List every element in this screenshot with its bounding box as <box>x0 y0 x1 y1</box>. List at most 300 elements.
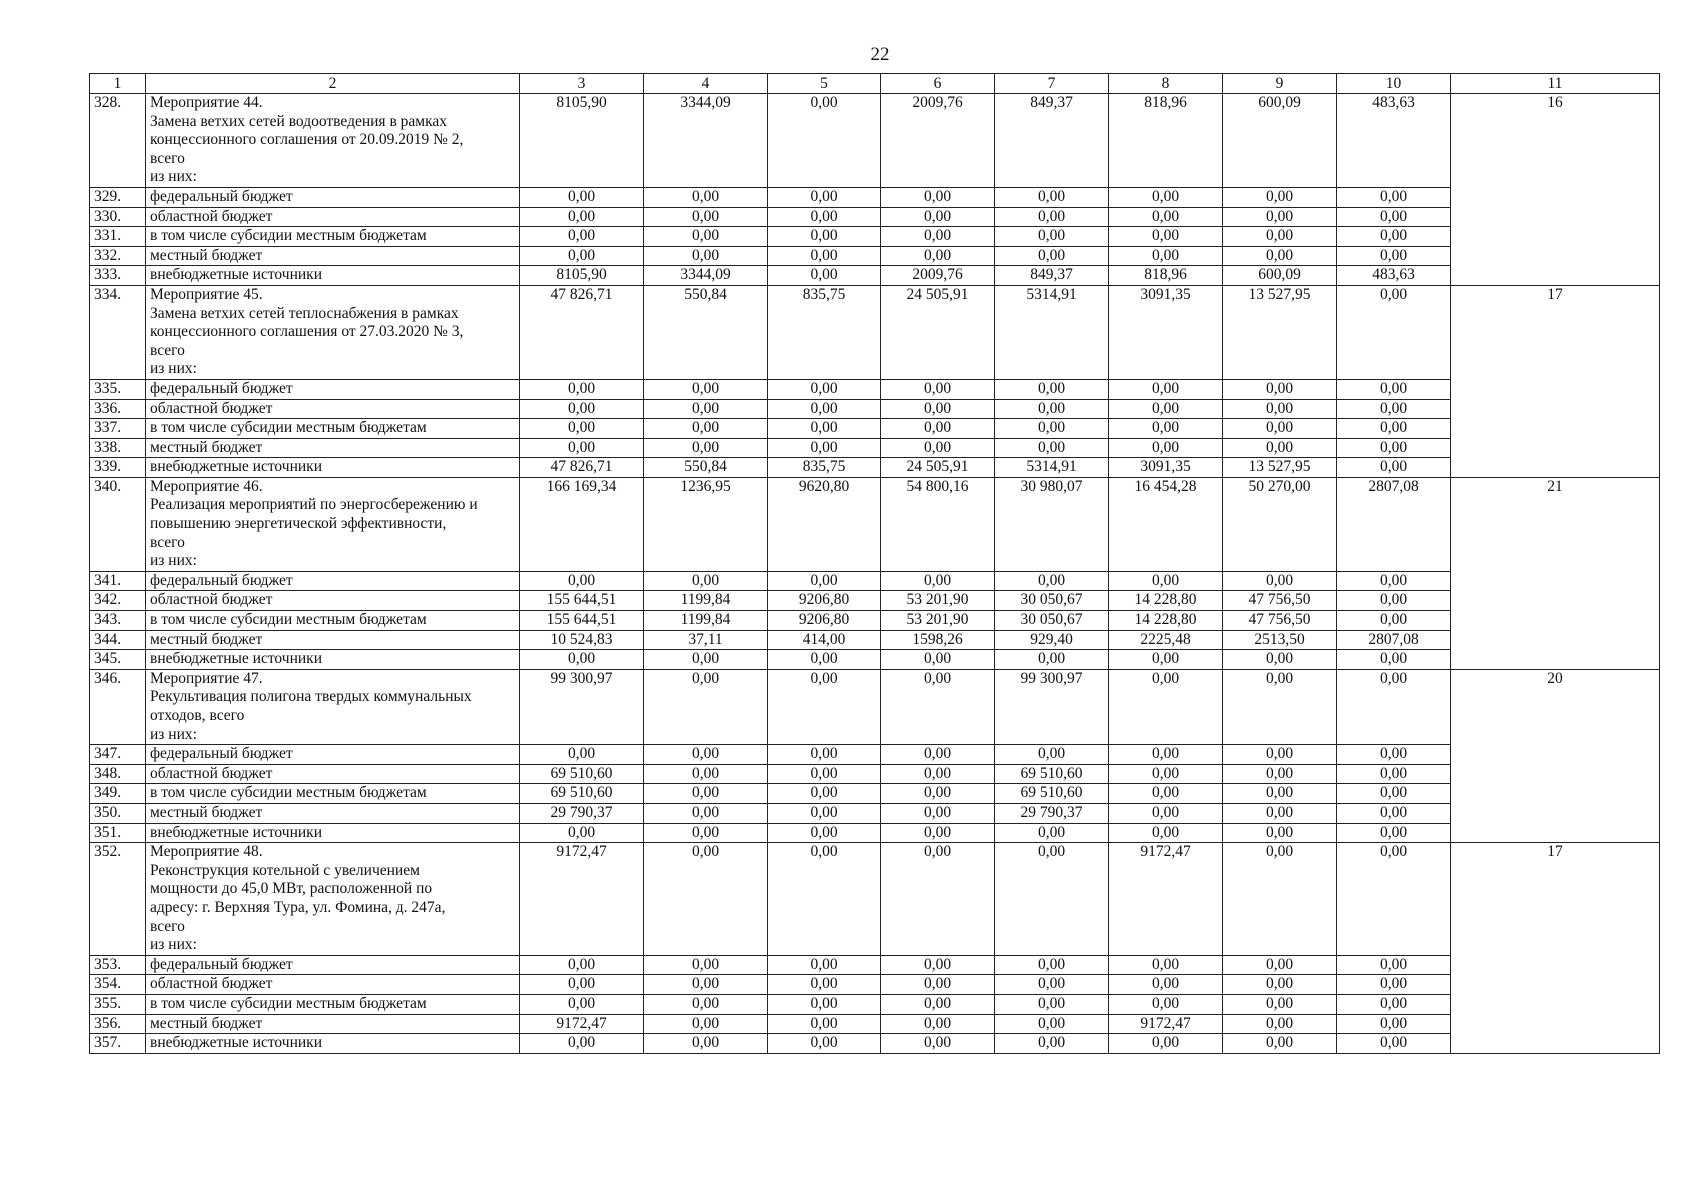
value-cell: 0,00 <box>520 419 644 439</box>
funding-source-row <box>90 611 1660 631</box>
value-cell: 0,00 <box>1109 187 1223 207</box>
value-cell: 24 505,91 <box>881 458 995 478</box>
measure-description-line: из них: <box>150 936 197 954</box>
value-cell: 47 826,71 <box>520 285 644 379</box>
value-cell: 0,00 <box>1337 207 1451 227</box>
row-number: 339. <box>90 458 146 478</box>
row-number: 347. <box>90 745 146 765</box>
value-cell: 0,00 <box>768 438 881 458</box>
target-indicator-cell: 17 <box>1451 843 1660 1054</box>
value-cell: 0,00 <box>995 227 1109 247</box>
measure-description-line: Мероприятие 47. <box>150 669 263 687</box>
value-cell: 3344,09 <box>644 266 768 286</box>
value-cell: 0,00 <box>881 955 995 975</box>
value-cell: 0,00 <box>881 379 995 399</box>
value-cell: 3091,35 <box>1109 458 1223 478</box>
funding-source-label: областной бюджет <box>146 591 520 611</box>
row-number: 334. <box>90 285 146 379</box>
funding-source-row <box>90 379 1660 399</box>
value-cell: 155 644,51 <box>520 611 644 631</box>
value-cell: 0,00 <box>1109 994 1223 1014</box>
value-cell: 0,00 <box>644 764 768 784</box>
value-cell: 5314,91 <box>995 458 1109 478</box>
funding-source-label: местный бюджет <box>146 246 520 266</box>
value-cell: 0,00 <box>1223 1034 1337 1054</box>
value-cell: 2009,76 <box>881 94 995 188</box>
value-cell: 3091,35 <box>1109 285 1223 379</box>
value-cell: 0,00 <box>1109 399 1223 419</box>
value-cell: 0,00 <box>644 650 768 670</box>
value-cell: 0,00 <box>1337 227 1451 247</box>
measure-description-line: всего <box>150 917 185 935</box>
value-cell: 30 050,67 <box>995 591 1109 611</box>
value-cell: 0,00 <box>1223 571 1337 591</box>
value-cell: 47 826,71 <box>520 458 644 478</box>
value-cell: 0,00 <box>1223 994 1337 1014</box>
value-cell: 0,00 <box>995 975 1109 995</box>
measure-description-line: Рекультивация полигона твердых коммунальных <box>150 688 472 706</box>
value-cell: 0,00 <box>995 438 1109 458</box>
row-number: 342. <box>90 591 146 611</box>
value-cell: 600,09 <box>1223 94 1337 188</box>
value-cell: 29 790,37 <box>995 803 1109 823</box>
value-cell: 0,00 <box>768 246 881 266</box>
funding-source-row <box>90 266 1660 286</box>
value-cell: 69 510,60 <box>995 784 1109 804</box>
value-cell: 0,00 <box>881 994 995 1014</box>
value-cell: 0,00 <box>644 803 768 823</box>
measure-description-line: всего <box>150 341 185 359</box>
value-cell: 0,00 <box>768 784 881 804</box>
value-cell: 0,00 <box>1109 571 1223 591</box>
funding-source-label: областной бюджет <box>146 207 520 227</box>
value-cell: 0,00 <box>644 745 768 765</box>
funding-source-row <box>90 650 1660 670</box>
row-number: 331. <box>90 227 146 247</box>
value-cell: 2009,76 <box>881 266 995 286</box>
value-cell: 483,63 <box>1337 94 1451 188</box>
value-cell: 2225,48 <box>1109 630 1223 650</box>
value-cell: 1199,84 <box>644 591 768 611</box>
value-cell: 0,00 <box>1109 803 1223 823</box>
value-cell: 0,00 <box>1337 611 1451 631</box>
measure-description <box>146 843 520 956</box>
value-cell: 0,00 <box>644 1014 768 1034</box>
row-number: 337. <box>90 419 146 439</box>
value-cell: 14 228,80 <box>1109 591 1223 611</box>
value-cell: 0,00 <box>520 399 644 419</box>
value-cell: 9620,80 <box>768 477 881 571</box>
value-cell: 0,00 <box>881 571 995 591</box>
value-cell: 0,00 <box>995 843 1109 956</box>
value-cell: 0,00 <box>768 379 881 399</box>
measure-description <box>146 669 520 744</box>
row-number: 343. <box>90 611 146 631</box>
value-cell: 0,00 <box>1223 399 1337 419</box>
value-cell: 10 524,83 <box>520 630 644 650</box>
value-cell: 9206,80 <box>768 591 881 611</box>
value-cell: 0,00 <box>768 1034 881 1054</box>
value-cell: 0,00 <box>520 227 644 247</box>
value-cell: 0,00 <box>1337 187 1451 207</box>
value-cell: 0,00 <box>881 745 995 765</box>
funding-source-row <box>90 207 1660 227</box>
value-cell: 0,00 <box>1223 650 1337 670</box>
funding-source-label: внебюджетные источники <box>146 1034 520 1054</box>
value-cell: 0,00 <box>768 1014 881 1034</box>
funding-source-label: областной бюджет <box>146 764 520 784</box>
value-cell: 0,00 <box>644 379 768 399</box>
measure-description-line: Мероприятие 46. <box>150 477 263 495</box>
value-cell: 30 980,07 <box>995 477 1109 571</box>
row-number: 336. <box>90 399 146 419</box>
funding-source-label: местный бюджет <box>146 803 520 823</box>
measure-description-line: мощности до 45,0 МВт, расположенной по <box>150 880 433 898</box>
value-cell: 166 169,34 <box>520 477 644 571</box>
funding-source-row <box>90 458 1660 478</box>
funding-source-row <box>90 227 1660 247</box>
funding-source-row <box>90 823 1660 843</box>
funding-source-row <box>90 1034 1660 1054</box>
value-cell: 0,00 <box>1337 1014 1451 1034</box>
value-cell: 0,00 <box>1223 187 1337 207</box>
funding-source-row <box>90 419 1660 439</box>
value-cell: 0,00 <box>995 955 1109 975</box>
funding-source-label: в том числе субсидии местным бюджетам <box>146 994 520 1014</box>
value-cell: 99 300,97 <box>520 669 644 744</box>
value-cell: 9172,47 <box>520 843 644 956</box>
value-cell: 0,00 <box>1337 843 1451 956</box>
value-cell: 53 201,90 <box>881 591 995 611</box>
row-number: 348. <box>90 764 146 784</box>
value-cell: 0,00 <box>881 803 995 823</box>
value-cell: 0,00 <box>1223 246 1337 266</box>
value-cell: 0,00 <box>1109 955 1223 975</box>
measure-description <box>146 94 520 188</box>
value-cell: 0,00 <box>1109 246 1223 266</box>
value-cell: 0,00 <box>1337 955 1451 975</box>
value-cell: 600,09 <box>1223 266 1337 286</box>
funding-source-label: внебюджетные источники <box>146 650 520 670</box>
value-cell: 9206,80 <box>768 611 881 631</box>
funding-source-row <box>90 571 1660 591</box>
value-cell: 0,00 <box>644 975 768 995</box>
page-number: 22 <box>870 44 890 65</box>
value-cell: 0,00 <box>520 246 644 266</box>
measure-description-line: из них: <box>150 552 197 570</box>
value-cell: 0,00 <box>520 975 644 995</box>
value-cell: 0,00 <box>1337 994 1451 1014</box>
value-cell: 0,00 <box>1109 669 1223 744</box>
target-indicator-cell: 17 <box>1451 285 1660 477</box>
header-cell: 1 <box>90 74 146 94</box>
value-cell: 99 300,97 <box>995 669 1109 744</box>
row-number: 338. <box>90 438 146 458</box>
funding-source-label: федеральный бюджет <box>146 745 520 765</box>
value-cell: 0,00 <box>881 823 995 843</box>
table-body <box>90 74 1660 1054</box>
value-cell: 0,00 <box>995 1014 1109 1034</box>
value-cell: 8105,90 <box>520 94 644 188</box>
value-cell: 0,00 <box>1109 745 1223 765</box>
value-cell: 0,00 <box>520 438 644 458</box>
value-cell: 1199,84 <box>644 611 768 631</box>
funding-source-row <box>90 784 1660 804</box>
value-cell: 0,00 <box>644 843 768 956</box>
measure-description-line: концессионного соглашения от 27.03.2020 № 3, <box>150 323 464 341</box>
value-cell: 0,00 <box>881 399 995 419</box>
value-cell: 5314,91 <box>995 285 1109 379</box>
measure-description-line: повышению энергетической эффективности, <box>150 515 447 533</box>
value-cell: 550,84 <box>644 285 768 379</box>
value-cell: 53 201,90 <box>881 611 995 631</box>
value-cell: 0,00 <box>995 246 1109 266</box>
value-cell: 0,00 <box>1337 458 1451 478</box>
header-cell: 9 <box>1223 74 1337 94</box>
target-indicator-cell: 16 <box>1451 94 1660 286</box>
row-number: 333. <box>90 266 146 286</box>
value-cell: 0,00 <box>1109 784 1223 804</box>
value-cell: 0,00 <box>644 419 768 439</box>
funding-source-row <box>90 1014 1660 1034</box>
value-cell: 0,00 <box>1223 975 1337 995</box>
measure-description-line: адресу: г. Верхняя Тура, ул. Фомина, д. 247а, <box>150 898 446 916</box>
value-cell: 0,00 <box>644 438 768 458</box>
value-cell: 0,00 <box>768 266 881 286</box>
value-cell: 0,00 <box>1337 419 1451 439</box>
funding-source-label: внебюджетные источники <box>146 458 520 478</box>
funding-source-row <box>90 955 1660 975</box>
funding-source-label: федеральный бюджет <box>146 955 520 975</box>
value-cell: 0,00 <box>768 843 881 956</box>
value-cell: 0,00 <box>768 764 881 784</box>
funding-source-row <box>90 630 1660 650</box>
row-number: 341. <box>90 571 146 591</box>
value-cell: 550,84 <box>644 458 768 478</box>
value-cell: 0,00 <box>995 207 1109 227</box>
value-cell: 0,00 <box>1337 764 1451 784</box>
value-cell: 0,00 <box>995 399 1109 419</box>
value-cell: 155 644,51 <box>520 591 644 611</box>
row-number: 357. <box>90 1034 146 1054</box>
value-cell: 0,00 <box>1337 803 1451 823</box>
value-cell: 0,00 <box>1337 650 1451 670</box>
value-cell: 0,00 <box>1109 650 1223 670</box>
funding-source-label: областной бюджет <box>146 975 520 995</box>
value-cell: 30 050,67 <box>995 611 1109 631</box>
value-cell: 0,00 <box>1337 823 1451 843</box>
funding-source-label: местный бюджет <box>146 1014 520 1034</box>
target-indicator-cell: 20 <box>1451 669 1660 842</box>
budget-table <box>89 73 1660 1054</box>
value-cell: 47 756,50 <box>1223 611 1337 631</box>
measure-description-line: Мероприятие 45. <box>150 285 263 303</box>
value-cell: 0,00 <box>995 745 1109 765</box>
funding-source-label: в том числе субсидии местным бюджетам <box>146 784 520 804</box>
value-cell: 0,00 <box>881 784 995 804</box>
value-cell: 835,75 <box>768 458 881 478</box>
value-cell: 37,11 <box>644 630 768 650</box>
header-cell: 7 <box>995 74 1109 94</box>
value-cell: 0,00 <box>1223 438 1337 458</box>
value-cell: 0,00 <box>1337 745 1451 765</box>
measure-description-line: Замена ветхих сетей теплоснабжения в рамках <box>150 304 459 322</box>
value-cell: 16 454,28 <box>1109 477 1223 571</box>
funding-source-label: внебюджетные источники <box>146 266 520 286</box>
value-cell: 9172,47 <box>1109 1014 1223 1034</box>
row-number: 350. <box>90 803 146 823</box>
value-cell: 24 505,91 <box>881 285 995 379</box>
funding-source-row <box>90 187 1660 207</box>
value-cell: 0,00 <box>1223 843 1337 956</box>
value-cell: 0,00 <box>1337 399 1451 419</box>
value-cell: 0,00 <box>520 207 644 227</box>
value-cell: 1598,26 <box>881 630 995 650</box>
value-cell: 818,96 <box>1109 94 1223 188</box>
row-number: 346. <box>90 669 146 744</box>
value-cell: 47 756,50 <box>1223 591 1337 611</box>
value-cell: 0,00 <box>1109 227 1223 247</box>
header-cell: 11 <box>1451 74 1660 94</box>
value-cell: 0,00 <box>995 1034 1109 1054</box>
funding-source-label: федеральный бюджет <box>146 571 520 591</box>
row-number: 355. <box>90 994 146 1014</box>
value-cell: 0,00 <box>1337 571 1451 591</box>
value-cell: 1236,95 <box>644 477 768 571</box>
value-cell: 0,00 <box>881 246 995 266</box>
value-cell: 0,00 <box>1337 784 1451 804</box>
row-number: 354. <box>90 975 146 995</box>
row-number: 356. <box>90 1014 146 1034</box>
value-cell: 0,00 <box>881 843 995 956</box>
value-cell: 0,00 <box>768 650 881 670</box>
value-cell: 0,00 <box>520 955 644 975</box>
value-cell: 2513,50 <box>1223 630 1337 650</box>
funding-source-row <box>90 764 1660 784</box>
value-cell: 0,00 <box>768 955 881 975</box>
value-cell: 849,37 <box>995 266 1109 286</box>
value-cell: 0,00 <box>1109 764 1223 784</box>
funding-source-label: местный бюджет <box>146 438 520 458</box>
row-number: 352. <box>90 843 146 956</box>
value-cell: 0,00 <box>995 650 1109 670</box>
funding-source-label: областной бюджет <box>146 399 520 419</box>
value-cell: 0,00 <box>995 571 1109 591</box>
value-cell: 54 800,16 <box>881 477 995 571</box>
value-cell: 0,00 <box>520 187 644 207</box>
measure-row <box>90 477 1660 571</box>
funding-source-label: федеральный бюджет <box>146 379 520 399</box>
value-cell: 0,00 <box>644 246 768 266</box>
value-cell: 0,00 <box>768 399 881 419</box>
value-cell: 0,00 <box>881 1014 995 1034</box>
value-cell: 0,00 <box>644 399 768 419</box>
measure-description <box>146 285 520 379</box>
value-cell: 818,96 <box>1109 266 1223 286</box>
value-cell: 0,00 <box>1223 764 1337 784</box>
value-cell: 0,00 <box>1337 591 1451 611</box>
value-cell: 0,00 <box>1223 207 1337 227</box>
funding-source-label: в том числе субсидии местным бюджетам <box>146 227 520 247</box>
row-number: 335. <box>90 379 146 399</box>
value-cell: 0,00 <box>644 994 768 1014</box>
value-cell: 0,00 <box>520 379 644 399</box>
header-cell: 5 <box>768 74 881 94</box>
target-indicator-cell: 21 <box>1451 477 1660 669</box>
funding-source-row <box>90 246 1660 266</box>
funding-source-row <box>90 975 1660 995</box>
value-cell: 0,00 <box>768 803 881 823</box>
funding-source-label: в том числе субсидии местным бюджетам <box>146 419 520 439</box>
funding-source-row <box>90 438 1660 458</box>
row-number: 344. <box>90 630 146 650</box>
value-cell: 0,00 <box>1109 379 1223 399</box>
measure-description-line: отходов, всего <box>150 707 245 724</box>
measure-description-line: из них: <box>150 725 197 743</box>
value-cell: 0,00 <box>644 1034 768 1054</box>
value-cell: 0,00 <box>1337 246 1451 266</box>
value-cell: 929,40 <box>995 630 1109 650</box>
value-cell: 13 527,95 <box>1223 458 1337 478</box>
value-cell: 29 790,37 <box>520 803 644 823</box>
value-cell: 0,00 <box>520 1034 644 1054</box>
value-cell: 8105,90 <box>520 266 644 286</box>
value-cell: 0,00 <box>644 955 768 975</box>
measure-description-line: из них: <box>150 360 197 378</box>
value-cell: 50 270,00 <box>1223 477 1337 571</box>
value-cell: 69 510,60 <box>520 784 644 804</box>
value-cell: 0,00 <box>644 571 768 591</box>
value-cell: 835,75 <box>768 285 881 379</box>
value-cell: 0,00 <box>881 669 995 744</box>
value-cell: 0,00 <box>768 975 881 995</box>
value-cell: 0,00 <box>1109 438 1223 458</box>
row-number: 330. <box>90 207 146 227</box>
value-cell: 0,00 <box>881 207 995 227</box>
funding-source-row <box>90 591 1660 611</box>
value-cell: 0,00 <box>995 994 1109 1014</box>
funding-source-label: в том числе субсидии местным бюджетам <box>146 611 520 631</box>
header-row <box>90 74 1660 94</box>
value-cell: 0,00 <box>1109 975 1223 995</box>
value-cell: 0,00 <box>881 438 995 458</box>
value-cell: 0,00 <box>520 823 644 843</box>
value-cell: 0,00 <box>881 764 995 784</box>
measure-row <box>90 285 1660 379</box>
value-cell: 0,00 <box>520 745 644 765</box>
value-cell: 0,00 <box>1337 438 1451 458</box>
funding-source-row <box>90 399 1660 419</box>
value-cell: 0,00 <box>520 994 644 1014</box>
value-cell: 13 527,95 <box>1223 285 1337 379</box>
measure-description <box>146 477 520 571</box>
row-number: 351. <box>90 823 146 843</box>
measure-description-line: Мероприятие 44. <box>150 94 263 111</box>
value-cell: 0,00 <box>1337 285 1451 379</box>
value-cell: 0,00 <box>644 784 768 804</box>
value-cell: 0,00 <box>644 669 768 744</box>
header-cell: 2 <box>146 74 520 94</box>
row-number: 329. <box>90 187 146 207</box>
value-cell: 0,00 <box>881 419 995 439</box>
value-cell: 2807,08 <box>1337 477 1451 571</box>
value-cell: 0,00 <box>881 187 995 207</box>
value-cell: 0,00 <box>1109 1034 1223 1054</box>
value-cell: 0,00 <box>1223 419 1337 439</box>
funding-source-label: федеральный бюджет <box>146 187 520 207</box>
value-cell: 0,00 <box>881 1034 995 1054</box>
value-cell: 849,37 <box>995 94 1109 188</box>
